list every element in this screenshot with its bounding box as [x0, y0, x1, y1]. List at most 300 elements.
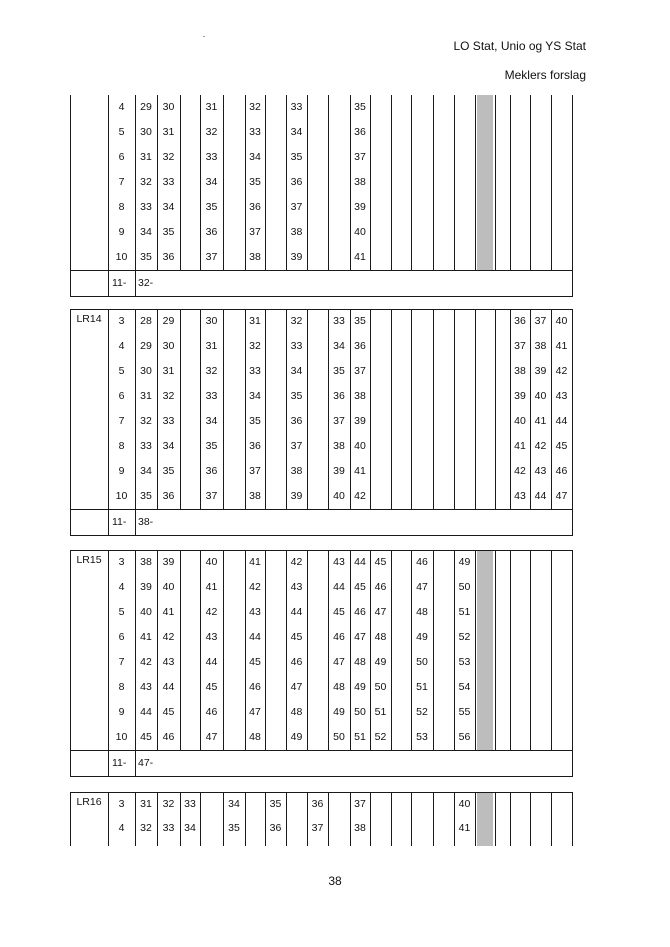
column-line	[454, 95, 455, 270]
column-line	[475, 95, 476, 270]
table-cell: 38	[249, 251, 261, 263]
column-line	[454, 309, 455, 509]
table-cell: 38	[514, 365, 526, 377]
table-cell: 42	[290, 556, 303, 568]
table-cell: 46	[290, 656, 303, 668]
table-cell: 37	[205, 251, 218, 263]
table-cell: 47	[333, 656, 345, 668]
table-cell: 38	[333, 440, 345, 452]
table-cell: 44	[205, 656, 218, 668]
table-cell: 47	[555, 490, 568, 502]
table-cell: 35	[354, 315, 366, 327]
column-line	[265, 550, 266, 750]
table-cell: 44	[555, 415, 568, 427]
table-cell: 10	[115, 731, 128, 743]
grade-label: LR15	[76, 554, 102, 566]
table-border-right	[572, 309, 573, 535]
table-cell: 48	[249, 731, 261, 743]
table-cell: 7	[118, 176, 125, 188]
footer-line	[70, 750, 573, 751]
column-line	[180, 309, 181, 509]
column-line	[510, 792, 511, 846]
shaded-column	[477, 95, 493, 270]
table-cell: 37	[354, 365, 366, 377]
column-line	[245, 792, 246, 846]
table-cell: 9	[118, 226, 125, 238]
table-cell: 34	[140, 465, 152, 477]
column-line	[265, 95, 266, 270]
table-border-right	[572, 95, 573, 296]
column-line	[245, 550, 246, 750]
column-line	[223, 95, 224, 270]
column-line	[391, 792, 392, 846]
table-cell: 35	[249, 415, 261, 427]
column-line	[370, 550, 371, 750]
table-cell: 43	[205, 631, 218, 643]
table-cell: 35	[290, 151, 303, 163]
table-cell: 41	[354, 251, 366, 263]
table-cell: 42	[162, 631, 175, 643]
table-cell: 34	[249, 390, 261, 402]
table-cell: 40	[534, 390, 547, 402]
footer-step: 11-	[112, 277, 127, 289]
table-cell: 47	[354, 631, 366, 643]
table-cell: 43	[514, 490, 526, 502]
table-cell: 35	[140, 490, 152, 502]
table-border-right	[572, 792, 573, 846]
table-cell: 34	[140, 226, 152, 238]
table-cell: 37	[534, 315, 547, 327]
table-cell: 43	[162, 656, 175, 668]
table-cell: 45	[333, 606, 345, 618]
table-cell: 39	[290, 251, 303, 263]
table-cell: 54	[458, 681, 471, 693]
table-cell: 32	[249, 101, 261, 113]
table-cell: 33	[249, 365, 261, 377]
column-line	[286, 550, 287, 750]
table-cell: 8	[118, 440, 125, 452]
table-cell: 9	[118, 706, 125, 718]
column-line	[180, 95, 181, 270]
table-cell: 52	[374, 731, 387, 743]
table-cell: 39	[162, 556, 175, 568]
table-cell: 33	[290, 101, 303, 113]
table-cell: 36	[249, 201, 261, 213]
table-cell: 34	[205, 176, 218, 188]
table-cell: 32	[140, 176, 152, 188]
table-cell: 37	[333, 415, 345, 427]
table-cell: 40	[162, 581, 175, 593]
salary-table-lr16	[70, 792, 572, 846]
table-cell: 31	[205, 340, 218, 352]
table-cell: 45	[249, 656, 261, 668]
table-cell: 46	[416, 556, 428, 568]
table-cell: 49	[374, 656, 387, 668]
table-cell: 56	[458, 731, 471, 743]
table-cell: 45	[354, 581, 366, 593]
grade-label: LR16	[76, 796, 102, 808]
table-cell: 6	[118, 631, 125, 643]
table-cell: 38	[354, 176, 366, 188]
table-cell: 33	[162, 822, 175, 834]
table-cell: 42	[555, 365, 568, 377]
table-cell: 51	[354, 731, 366, 743]
table-cell: 44	[249, 631, 261, 643]
column-line	[265, 309, 266, 509]
column-line	[391, 550, 392, 750]
column-line	[200, 550, 201, 750]
table-cell: 30	[140, 126, 152, 138]
table-cell: 52	[416, 706, 428, 718]
table-cell: 36	[290, 176, 303, 188]
table-cell: 37	[249, 226, 261, 238]
table-cell: 32	[162, 390, 175, 402]
table-cell: 46	[333, 631, 345, 643]
column-line	[530, 792, 531, 846]
table-cell: 36	[162, 251, 175, 263]
table-cell: 44	[534, 490, 547, 502]
table-border-left	[70, 95, 71, 296]
table-cell: 43	[290, 581, 303, 593]
table-cell: 40	[514, 415, 526, 427]
salary-table-continued	[70, 95, 572, 296]
table-cell: 34	[205, 415, 218, 427]
column-line	[495, 309, 496, 509]
table-cell: 37	[290, 201, 303, 213]
table-cell: 34	[290, 126, 303, 138]
table-cell: 46	[374, 581, 387, 593]
table-cell: 38	[354, 822, 366, 834]
table-cell: 34	[162, 440, 175, 452]
table-cell: 32	[162, 151, 175, 163]
table-cell: 32	[140, 822, 152, 834]
table-cell: 35	[333, 365, 345, 377]
table-cell: 52	[458, 631, 471, 643]
table-cell: 33	[162, 415, 175, 427]
table-border-bottom	[70, 776, 573, 777]
header-proposal: Meklers forslag	[504, 68, 586, 82]
table-cell: 39	[290, 490, 303, 502]
table-cell: 35	[228, 822, 240, 834]
table-cell: 36	[269, 822, 282, 834]
table-cell: 42	[514, 465, 526, 477]
table-cell: 36	[354, 340, 366, 352]
table-cell: 35	[290, 390, 303, 402]
table-cell: 47	[249, 706, 261, 718]
table-cell: 6	[118, 390, 125, 402]
table-cell: 42	[534, 440, 547, 452]
table-cell: 38	[354, 390, 366, 402]
table-cell: 34	[249, 151, 261, 163]
table-cell: 49	[354, 681, 366, 693]
table-cell: 30	[140, 365, 152, 377]
table-cell: 48	[374, 631, 387, 643]
table-cell: 37	[311, 822, 324, 834]
table-cell: 40	[354, 440, 366, 452]
table-cell: 41	[162, 606, 175, 618]
column-line	[475, 550, 476, 750]
column-line	[411, 309, 412, 509]
table-cell: 34	[333, 340, 345, 352]
column-line	[433, 550, 434, 750]
table-cell: 38	[140, 556, 152, 568]
table-cell: 53	[416, 731, 428, 743]
column-line	[411, 792, 412, 846]
column-line	[328, 95, 329, 270]
table-border-left	[70, 792, 71, 846]
table-border-bottom	[70, 535, 573, 536]
table-cell: 28	[140, 315, 152, 327]
column-line	[286, 309, 287, 509]
table-cell: 39	[354, 201, 366, 213]
footer-salary: 38-	[138, 516, 154, 528]
table-cell: 37	[249, 465, 261, 477]
column-line	[495, 550, 496, 750]
table-cell: 39	[354, 415, 366, 427]
table-cell: 43	[140, 681, 152, 693]
column-line	[245, 309, 246, 509]
table-cell: 46	[555, 465, 568, 477]
table-cell: 44	[354, 556, 366, 568]
table-cell: 55	[458, 706, 471, 718]
table-cell: 32	[205, 126, 218, 138]
table-cell: 30	[162, 101, 175, 113]
column-line	[370, 95, 371, 270]
column-line	[475, 309, 476, 509]
table-cell: 44	[290, 606, 303, 618]
table-cell: 40	[555, 315, 568, 327]
column-line	[328, 550, 329, 750]
table-cell: 38	[290, 465, 303, 477]
salary-table-lr14	[70, 309, 572, 535]
table-cell: 9	[118, 465, 125, 477]
column-line	[157, 309, 158, 509]
table-cell: 50	[458, 581, 471, 593]
column-line	[495, 95, 496, 270]
table-cell: 43	[534, 465, 547, 477]
footer-line	[70, 509, 573, 510]
column-line	[328, 309, 329, 509]
table-cell: 34	[184, 822, 196, 834]
table-cell: 42	[140, 656, 152, 668]
column-line	[157, 550, 158, 750]
table-cell: 32	[249, 340, 261, 352]
column-line	[223, 309, 224, 509]
table-cell: 36	[311, 798, 324, 810]
table-cell: 40	[140, 606, 152, 618]
scan-speck	[203, 36, 205, 37]
column-line	[350, 550, 351, 750]
header-parties: LO Stat, Unio og YS Stat	[453, 39, 586, 53]
column-line	[391, 309, 392, 509]
column-line	[530, 95, 531, 270]
table-cell: 40	[458, 798, 471, 810]
table-cell: 31	[162, 365, 175, 377]
table-cell: 31	[140, 390, 152, 402]
table-cell: 36	[514, 315, 526, 327]
table-cell: 30	[162, 340, 175, 352]
table-cell: 46	[205, 706, 218, 718]
table-cell: 33	[290, 340, 303, 352]
table-cell: 3	[118, 315, 125, 327]
table-cell: 48	[416, 606, 428, 618]
table-cell: 39	[514, 390, 526, 402]
column-line	[200, 792, 201, 846]
table-cell: 50	[354, 706, 366, 718]
table-cell: 48	[290, 706, 303, 718]
footer-salary: 32-	[138, 277, 154, 289]
column-line	[411, 95, 412, 270]
table-cell: 36	[162, 490, 175, 502]
table-cell: 39	[534, 365, 547, 377]
table-cell: 45	[140, 731, 152, 743]
table-cell: 50	[416, 656, 428, 668]
table-cell: 33	[184, 798, 196, 810]
column-line	[411, 550, 412, 750]
table-border-right	[572, 550, 573, 776]
table-cell: 32	[162, 798, 175, 810]
table-cell: 37	[354, 151, 366, 163]
table-cell: 33	[140, 440, 152, 452]
table-cell: 41	[534, 415, 547, 427]
table-cell: 4	[118, 822, 125, 834]
table-cell: 29	[162, 315, 175, 327]
column-line	[454, 550, 455, 750]
footer-salary: 47-	[138, 757, 154, 769]
table-cell: 37	[514, 340, 526, 352]
table-cell: 44	[333, 581, 345, 593]
table-cell: 51	[458, 606, 471, 618]
table-cell: 41	[140, 631, 152, 643]
table-cell: 29	[140, 101, 152, 113]
column-line	[307, 550, 308, 750]
table-cell: 42	[354, 490, 366, 502]
column-line	[370, 792, 371, 846]
table-cell: 43	[555, 390, 568, 402]
table-cell: 35	[162, 226, 175, 238]
table-cell: 43	[333, 556, 345, 568]
table-cell: 51	[374, 706, 387, 718]
table-cell: 10	[115, 251, 128, 263]
table-cell: 42	[249, 581, 261, 593]
table-cell: 8	[118, 681, 125, 693]
column-line	[551, 95, 552, 270]
table-cell: 3	[118, 798, 125, 810]
table-cell: 5	[118, 606, 125, 618]
table-cell: 45	[555, 440, 568, 452]
column-line	[223, 550, 224, 750]
column-line	[350, 309, 351, 509]
table-cell: 41	[354, 465, 366, 477]
table-cell: 48	[354, 656, 366, 668]
table-cell: 49	[458, 556, 471, 568]
column-line	[551, 309, 552, 509]
table-cell: 49	[290, 731, 303, 743]
table-cell: 31	[205, 101, 218, 113]
table-cell: 50	[374, 681, 387, 693]
table-cell: 47	[205, 731, 218, 743]
column-line	[433, 792, 434, 846]
grade-label: LR14	[76, 313, 102, 325]
table-cell: 34	[228, 798, 240, 810]
table-cell: 38	[534, 340, 547, 352]
table-cell: 5	[118, 126, 125, 138]
column-line	[510, 550, 511, 750]
table-cell: 8	[118, 201, 125, 213]
column-line	[433, 95, 434, 270]
table-cell: 46	[249, 681, 261, 693]
table-cell: 36	[354, 126, 366, 138]
column-line	[551, 792, 552, 846]
salary-table-lr15	[70, 550, 572, 776]
column-line	[475, 792, 476, 846]
column-line	[286, 792, 287, 846]
column-line	[180, 550, 181, 750]
table-cell: 7	[118, 656, 125, 668]
table-cell: 35	[205, 440, 218, 452]
table-cell: 10	[115, 490, 128, 502]
table-cell: 38	[249, 490, 261, 502]
table-cell: 47	[290, 681, 303, 693]
table-cell: 41	[249, 556, 261, 568]
table-cell: 38	[290, 226, 303, 238]
table-cell: 39	[140, 581, 152, 593]
table-cell: 37	[354, 798, 366, 810]
table-border-left	[70, 309, 71, 535]
table-cell: 4	[118, 581, 125, 593]
table-cell: 35	[269, 798, 282, 810]
table-cell: 46	[354, 606, 366, 618]
table-cell: 6	[118, 151, 125, 163]
table-cell: 32	[205, 365, 218, 377]
table-cell: 39	[333, 465, 345, 477]
table-cell: 31	[162, 126, 175, 138]
table-cell: 35	[354, 101, 366, 113]
table-cell: 35	[162, 465, 175, 477]
table-border-left	[70, 550, 71, 776]
column-line	[510, 95, 511, 270]
table-cell: 41	[205, 581, 218, 593]
table-cell: 37	[205, 490, 218, 502]
page-number: 38	[328, 874, 342, 888]
table-cell: 41	[458, 822, 471, 834]
footer-step: 11-	[112, 516, 127, 528]
table-cell: 29	[140, 340, 152, 352]
table-cell: 41	[555, 340, 568, 352]
table-cell: 50	[333, 731, 345, 743]
table-cell: 36	[290, 415, 303, 427]
column-line	[307, 95, 308, 270]
table-cell: 36	[205, 226, 218, 238]
table-border-bottom	[70, 296, 573, 297]
column-line	[510, 309, 511, 509]
table-cell: 36	[333, 390, 345, 402]
shaded-column	[477, 550, 493, 750]
table-cell: 47	[416, 581, 428, 593]
table-cell: 33	[140, 201, 152, 213]
table-cell: 35	[140, 251, 152, 263]
table-cell: 37	[290, 440, 303, 452]
table-cell: 32	[290, 315, 303, 327]
table-cell: 35	[205, 201, 218, 213]
table-cell: 31	[140, 798, 152, 810]
footer-step: 11-	[112, 757, 127, 769]
column-line	[495, 792, 496, 846]
table-cell: 36	[205, 465, 218, 477]
footer-line	[70, 270, 573, 271]
table-cell: 33	[162, 176, 175, 188]
table-cell: 30	[205, 315, 218, 327]
